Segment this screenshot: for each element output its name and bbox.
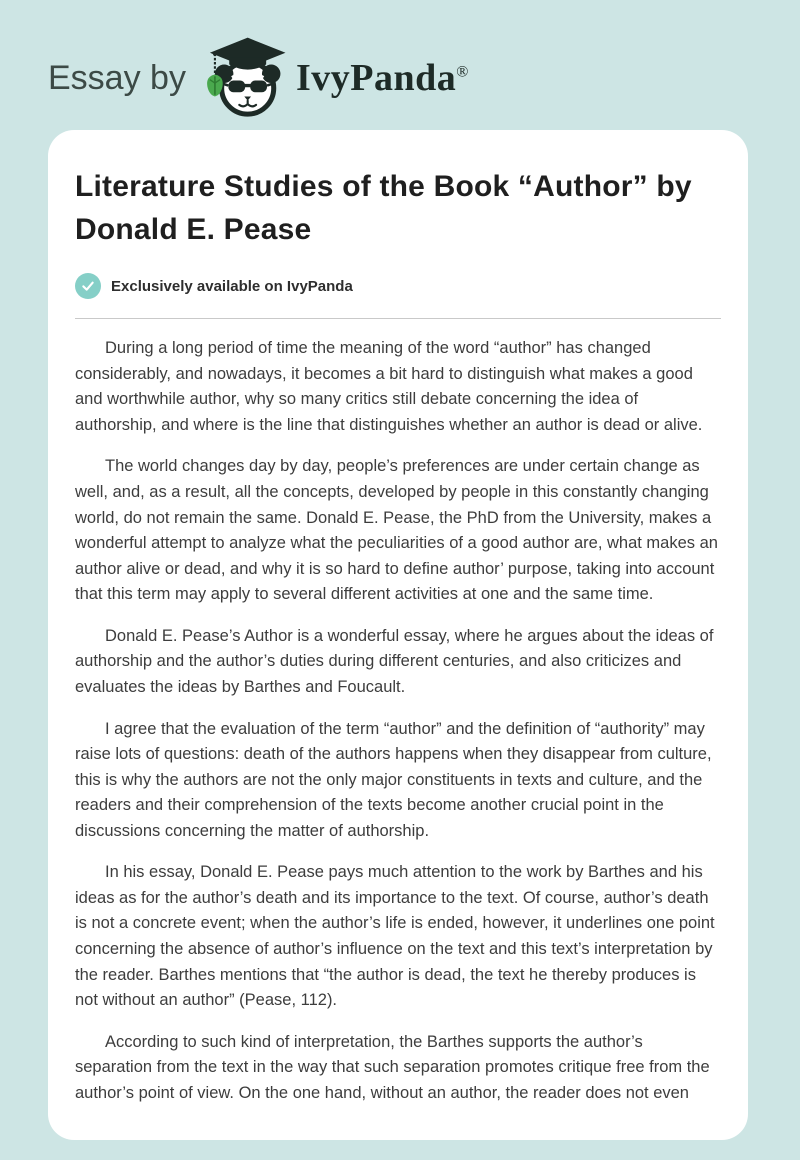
brand-name [296,56,469,100]
essay-paragraph: According to such kind of interpretation, the Barthes supports the author’s separation from the text in the way that such separation promotes critique free from the author’s point of view. On the one hand, without an author, the reader does not even [75,1032,710,1102]
trademark-symbol: ® [456,63,469,81]
essay-paragraph: I agree that the evaluation of the term “author” and the definition of “authority” may raise lots of questions: death of the authors happens when they disappear from culture, this is why the authors are not the only major constituents in texts and culture, and the readers and their comprehension of the texts become another crucial point in the discussions concerning the matter of authorship. [75,719,712,840]
divider [75,318,721,319]
essay-paragraph: During a long period of time the meaning of the word “author” has changed considerably, and nowadays, it becomes a bit hard to distinguish what makes a good and worthwhile author, why so many critics still debate concerning the idea of authorship, and where is the line that distinguishes whether an author is dead or alive. [75,339,703,434]
essay-body [75,336,721,1106]
exclusive-badge-label: Exclusively available on IvyPanda [111,277,353,295]
page-title: Literature Studies of the Book “Author” by Donald E. Pease [75,170,692,246]
panda-graduate-icon [204,36,288,120]
essay-paragraph: Donald E. Pease’s Author is a wonderful essay, where he argues about the ideas of authorship and the author’s duties during different centuries, and also criticizes and evaluates the ideas by Barthes and Foucault. [75,626,714,696]
header [0,0,800,122]
essay-paragraph: In his essay, Donald E. Pease pays much attention to the work by Barthes and his ideas as for the author’s death and its importance to the text. Of course, author’s death is not a concrete event; when the author’s life is ended, however, it underlines one point concerning the absence of author’s influence on the text and this text’s interpretation by the reader. Barthes mentions that “the author is dead, the text he thereby produces is not without an author” (Pease, 112). [75,863,715,1010]
essay-paragraph: The world changes day by day, people’s preferences are under certain change as well, and, as a result, all the concepts, developed by people in this constantly changing world, do not remain the same. Donald E. Pease, the PhD from the University, makes a wonderful attempt to analyze what the peculiarities of a good author are, what makes an author alive or dead, and why it is so hard to define author’ purpose, taking into account that this term may apply to several different activities at one and the same time. [75,457,718,604]
brand-text: IvyPanda [295,57,457,99]
exclusive-badge [75,273,721,299]
checkmark-icon [75,273,101,299]
essay-by-label: Essay by [48,58,186,97]
essay-card [48,130,748,1140]
